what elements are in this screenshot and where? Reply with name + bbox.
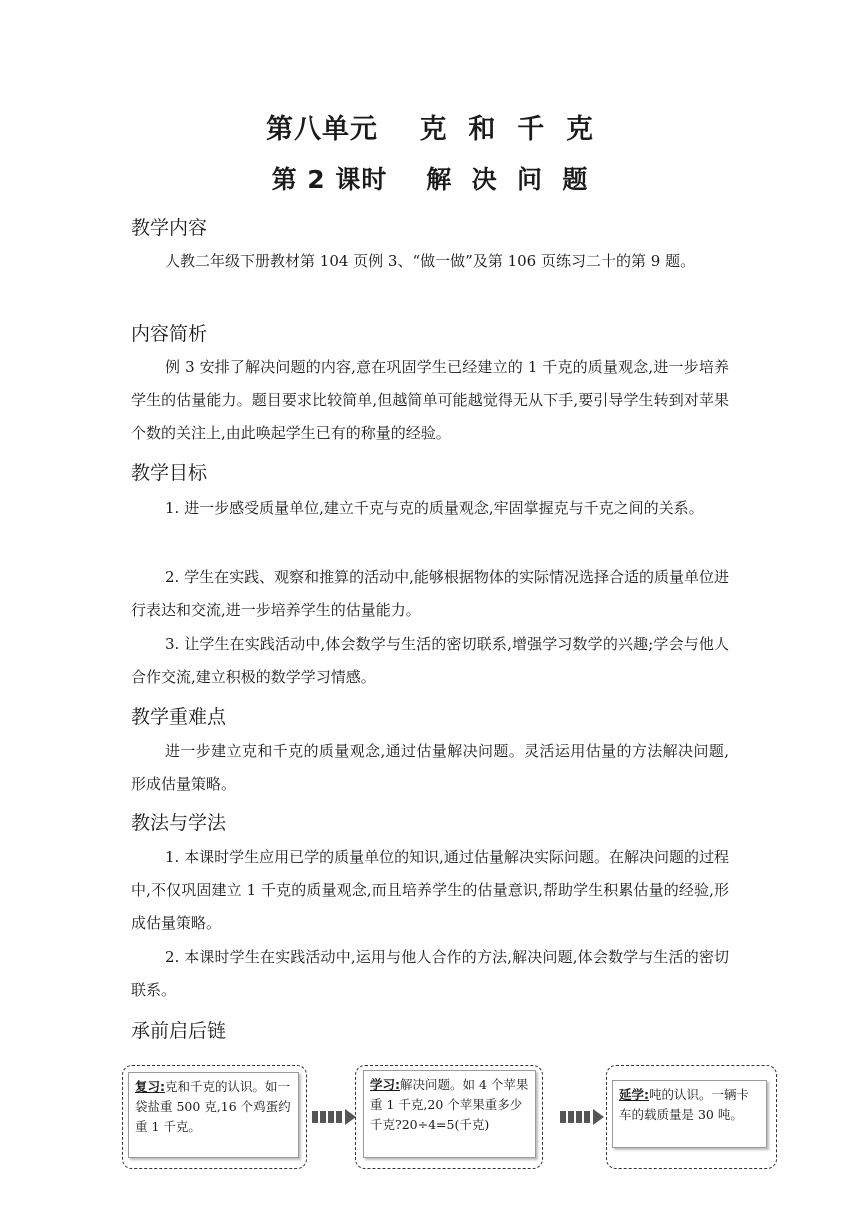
- review-card: [128, 1072, 299, 1158]
- learn-box: [355, 1065, 543, 1169]
- learn-text: 解决问题。如 4 个苹果重 1 千克,20 个苹果重多少千克?20÷4=5(千克): [370, 1077, 529, 1132]
- knowledge-chain-diagram: [0, 1062, 860, 1172]
- section-heading-chain: 承前启后链: [131, 1020, 227, 1042]
- keypoints-paragraph: 进一步建立克和千克的质量观念,通过估量解决问题。灵活运用估量的方法解决问题,形成估量策略。: [131, 742, 729, 793]
- section-heading-methods: 教法与学法: [131, 812, 227, 834]
- extend-text: 吨的认识。一辆卡车的载质量是 30 吨。: [619, 1087, 750, 1122]
- goal-paragraph-3: 3. 让学生在实践活动中,体会数学与生活的密切联系,增强学习数学的兴趣;学会与他人合作交流,建立积极的数学学习情感。: [131, 635, 729, 686]
- arrow-learn-to-extend: [560, 1110, 604, 1124]
- method-paragraph-1: 1. 本课时学生应用已学的质量单位的知识,通过估量解决实际问题。在解决问题的过程中,不仅巩固建立 1 千克的质量观念,而且培养学生的估量意识,帮助学生积累估量的经验,形成估量策略。: [131, 848, 729, 932]
- review-text: 克和千克的认识。如一袋盐重 500 克,16 个鸡蛋约重 1 千克。: [135, 1079, 291, 1134]
- content-paragraph: 人教二年级下册教材第 104 页例 3、“做一做”及第 106 页练习二十的第 9 题。: [165, 252, 696, 270]
- goal-paragraph-2: 2. 学生在实践、观察和推算的活动中,能够根据物体的实际情况选择合适的质量单位进行表达和交流,进一步培养学生的估量能力。: [131, 568, 729, 619]
- extend-tag: 延学:: [619, 1087, 649, 1102]
- section-heading-goals: 教学目标: [131, 462, 208, 484]
- review-tag: 复习:: [135, 1079, 165, 1094]
- analysis-paragraph: 例 3 安排了解决问题的内容,意在巩固学生已经建立的 1 千克的质量观念,进一步培养学生的估量能力。题目要求比较简单,但越简单可能越觉得无从下手,要引导学生转到对苹果个数的关注上,由此唤起学生已有的称量的经验。: [131, 358, 729, 442]
- arrow-review-to-learn: [312, 1110, 356, 1124]
- learn-card: [363, 1070, 536, 1158]
- extend-box: [606, 1065, 777, 1169]
- section-heading-analysis: 内容简析: [131, 323, 208, 345]
- extend-card: [612, 1080, 767, 1148]
- review-box: [122, 1065, 307, 1169]
- lesson-subtitle: 第 2 课时 解 决 问 题: [271, 165, 589, 194]
- section-heading-keypoints: 教学重难点: [131, 706, 227, 728]
- goal-paragraph-1: 1. 进一步感受质量单位,建立千克与克的质量观念,牢固掌握克与千克之间的关系。: [165, 499, 704, 517]
- method-paragraph-2: 2. 本课时学生在实践活动中,运用与他人合作的方法,解决问题,体会数学与生活的密切联系。: [131, 948, 729, 999]
- page-title: 第八单元 克 和 千 克: [266, 114, 594, 145]
- section-heading-content: 教学内容: [131, 217, 208, 239]
- learn-tag: 学习:: [370, 1077, 400, 1092]
